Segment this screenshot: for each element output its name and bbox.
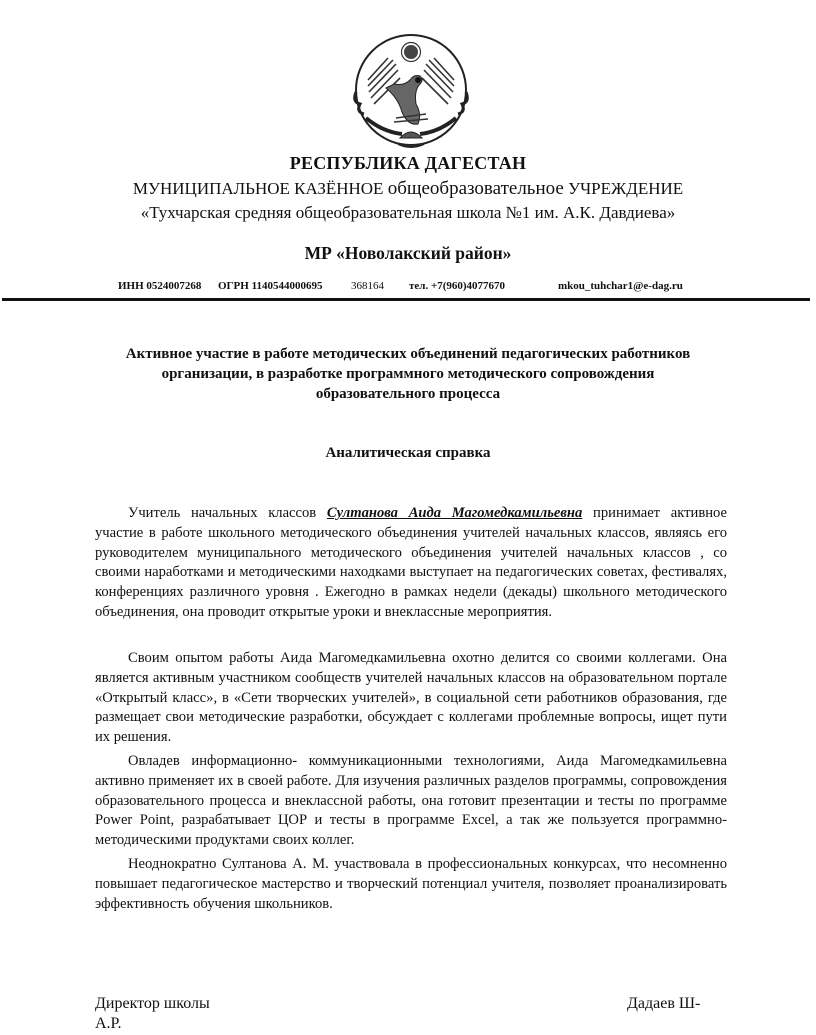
title-line: Активное участие в работе методических объединений педагогических работников bbox=[125, 346, 691, 362]
signatory-position: Директор школы bbox=[95, 995, 210, 1012]
document-title bbox=[0, 344, 816, 404]
title-line: образовательного процесса bbox=[315, 386, 501, 402]
paragraph bbox=[95, 752, 727, 851]
district-heading: МР «Новолакский район» bbox=[304, 243, 512, 263]
paragraph-text: Неоднократно Султанова А. М. участвовала в профессиональных конкурсах, что несомненно повышает педагогическое мастерство и творческий потенциал учителя, позволяет проанализировать эффективность обучения школьников. bbox=[95, 856, 727, 912]
paragraph bbox=[95, 855, 727, 914]
phone: тел. +7(960)4077670 bbox=[409, 280, 506, 292]
paragraph-text: Овладев информационно- коммуникационными технологиями, Аида Магомедкамильевна активно применяет их в своей работе. Для изучения различных разделов программы, сопровождения образовательного процесса и внеклассной работы, она готовит презентации и тесты по программе Power Point, разрабатывает ЦОР и тесты в программе Excel, а так же пользуется программно-методическими продуктами своих коллег. bbox=[95, 753, 727, 849]
institution-heading bbox=[0, 178, 816, 200]
signatory-name: Дадаев Ш- bbox=[627, 995, 701, 1012]
teacher-name: Султанова Аида Магомедкамильевна bbox=[326, 505, 583, 521]
institution-suffix: УЧРЕЖДЕНИЕ bbox=[563, 179, 684, 198]
document-subtitle: Аналитическая справка bbox=[325, 445, 491, 461]
title-line: организации, в разработке программного методического сопровождения bbox=[161, 366, 655, 382]
republic-heading: РЕСПУБЛИКА ДАГЕСТАН bbox=[289, 153, 527, 173]
paragraph-text: Своим опытом работы Аида Магомедкамильевна охотно делится со своими коллегами. Она является активным участником сообществ учителей начальных классов на образовательном портале «Открытый класс», в «Сети творческих учителей», в социальной сети работников образования, где размещает свои методические разработки, обсуждает с коллегами проблемные вопросы, ищет пути их решения. bbox=[95, 650, 727, 746]
ogrn: ОГРН 1140544000695 bbox=[218, 280, 323, 292]
paragraph-text: Учитель начальных классов bbox=[128, 505, 327, 521]
institution-prefix: МУНИЦИПАЛЬНОЕ КАЗЁННОЕ bbox=[132, 179, 388, 198]
postal-code: 368164 bbox=[351, 280, 384, 292]
email-link[interactable]: mkou_tuhchar1@e-dag.ru bbox=[558, 280, 683, 292]
inn: ИНН 0524007268 bbox=[118, 280, 202, 292]
institution-type: общеобразовательное bbox=[387, 178, 564, 199]
signature-block bbox=[95, 994, 210, 1034]
signatory-name-continued: А.Р. bbox=[95, 1015, 122, 1032]
paragraph bbox=[95, 649, 727, 748]
header-divider bbox=[2, 298, 810, 301]
school-name: «Тухчарская средняя общеобразовательная школа №1 им. А.К. Давдиева» bbox=[140, 203, 676, 222]
paragraph bbox=[95, 504, 727, 623]
coat-of-arms-icon bbox=[338, 28, 484, 150]
paragraph-text: принимает активное участие в работе школьного методического объединения учителей начальных классов, являясь его руководителем муниципального методического объединения учителей начальных классов , со своими наработками и методическими находками выступает на педагогических советах, фестивалях, конференциях различного уровня . Ежегодно в рамках недели (декады) школьного методического объединения, она проводит открытые уроки и внеклассные мероприятия. bbox=[95, 505, 727, 620]
